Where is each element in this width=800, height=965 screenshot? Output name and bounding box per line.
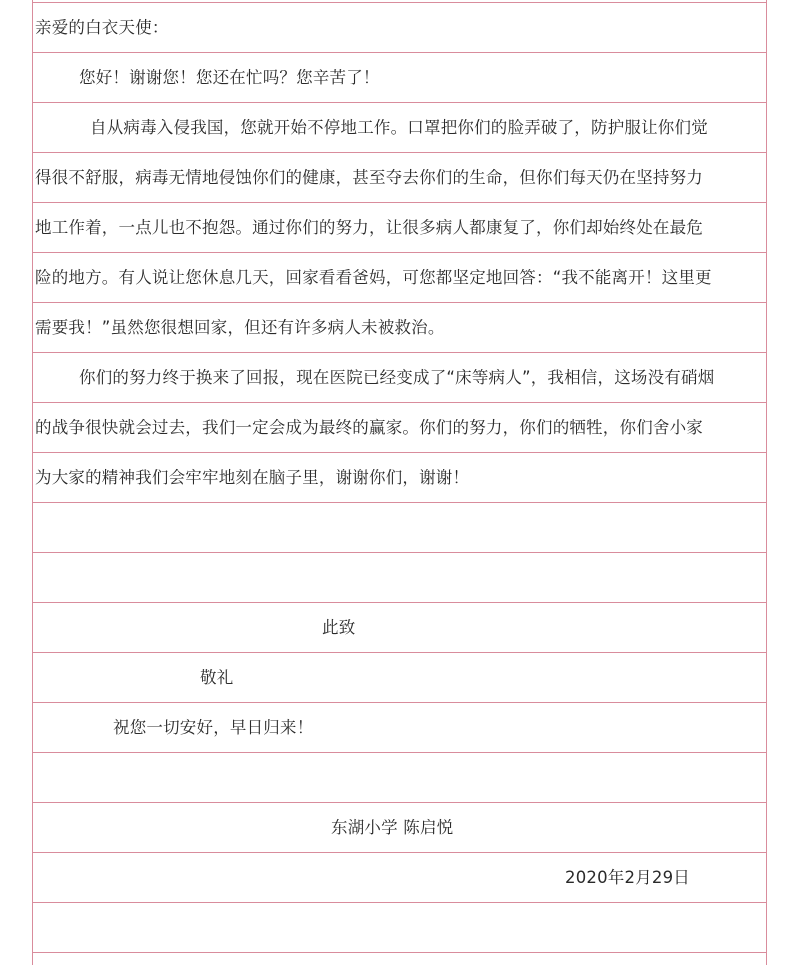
signature-row [0, 803, 800, 853]
paragraph-1-line [0, 203, 800, 253]
paragraph-2-text: 的战争很快就会过去，我们一定会成为最终的赢家。你们的努力，你们的牺牲，你们舍小家 [35, 418, 703, 437]
paragraph-1-line [0, 103, 800, 153]
paragraph-1-line [0, 303, 800, 353]
closing-row-1 [0, 603, 800, 653]
signature: 东湖小学 陈启悦 [331, 818, 454, 837]
ruled-line [32, 552, 766, 553]
ruled-line [32, 952, 766, 953]
greeting: 您好！谢谢您！您还在忙吗？您辛苦了！ [79, 68, 380, 87]
paragraph-2-line [0, 453, 800, 503]
date-row [0, 853, 800, 903]
paragraph-2-line [0, 353, 800, 403]
paragraph-1-line [0, 153, 800, 203]
greeting-row [0, 53, 800, 103]
salutation: 亲爱的白衣天使： [35, 18, 169, 37]
salutation-row [0, 3, 800, 53]
paragraph-1-text: 地工作着，一点儿也不抱怨。通过你们的努力，让很多病人都康复了，你们却始终处在最危 [35, 218, 703, 237]
wish-row [0, 703, 800, 753]
letter-date: 2020年2月29日 [565, 868, 690, 887]
closing-row-2 [0, 653, 800, 703]
closing-cizhi: 此致 [322, 618, 356, 637]
paragraph-1-text: 需要我！”虽然您很想回家，但还有许多病人未被救治。 [35, 318, 445, 337]
paragraph-2-text: 你们的努力终于换来了回报，现在医院已经变成了“床等病人”，我相信，这场没有硝烟 [79, 368, 715, 387]
paragraph-1-text: 得很不舒服，病毒无情地侵蚀你们的健康，甚至夺去你们的生命，但你们每天仍在坚持努力 [35, 168, 703, 187]
paragraph-1-text: 险的地方。有人说让您休息几天，回家看看爸妈，可您都坚定地回答：“我不能离开！这里更 [35, 268, 712, 287]
paragraph-1-text: 自从病毒入侵我国，您就开始不停地工作。口罩把你们的脸弄破了，防护服让你们觉 [90, 118, 708, 137]
paragraph-2-line [0, 403, 800, 453]
paragraph-1-line [0, 253, 800, 303]
paragraph-2-text: 为大家的精神我们会牢牢地刻在脑子里，谢谢你们，谢谢！ [35, 468, 470, 487]
closing-jingli: 敬礼 [200, 668, 234, 687]
wish-text: 祝您一切安好，早日归来！ [113, 718, 314, 737]
